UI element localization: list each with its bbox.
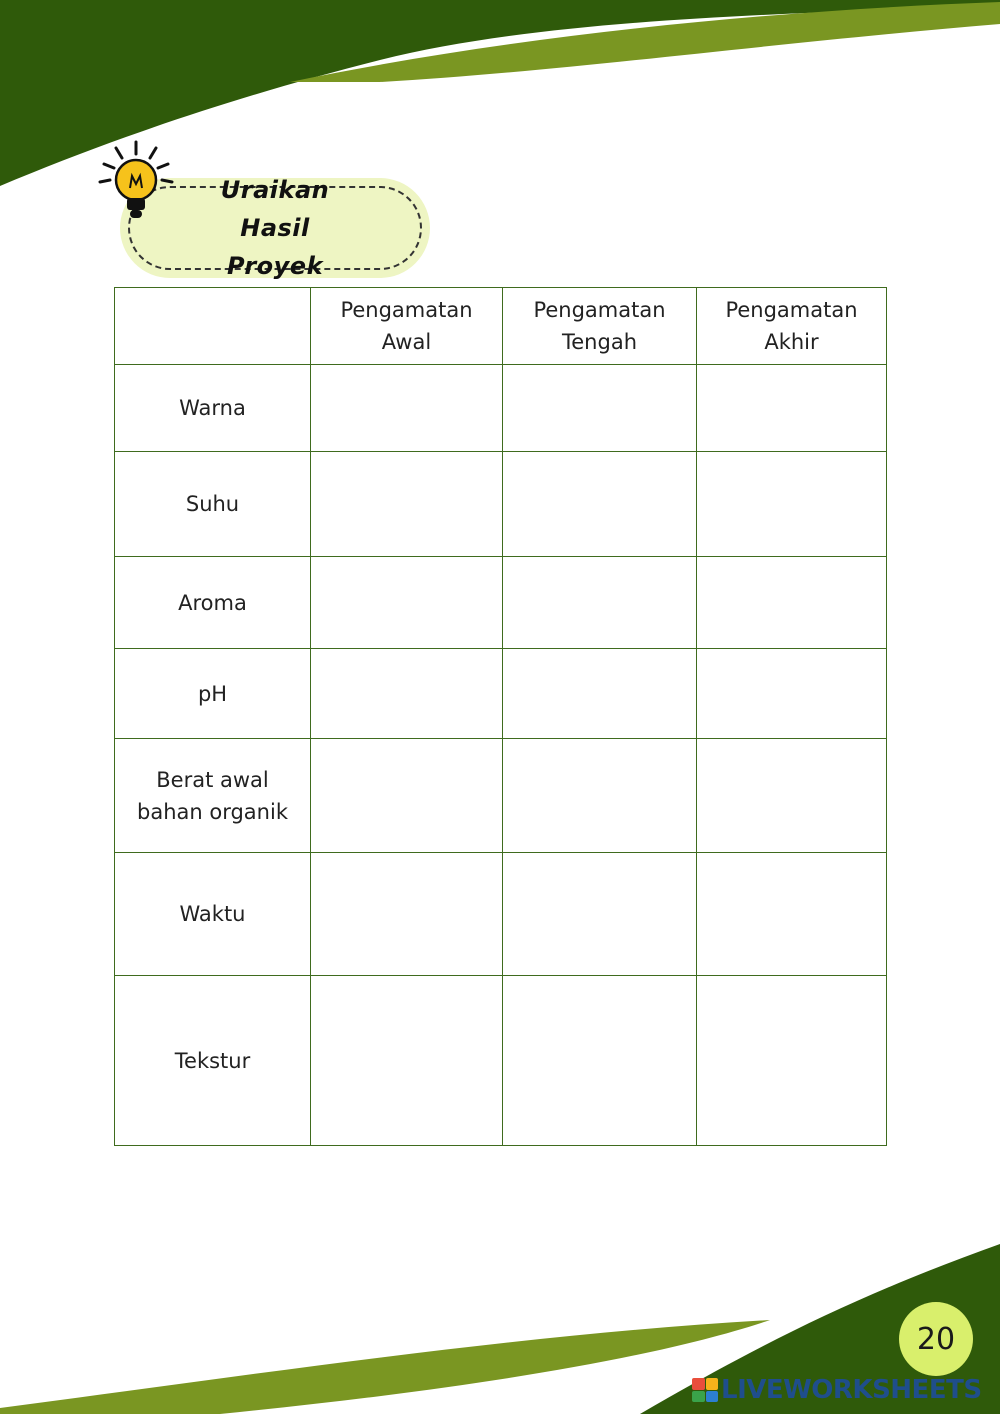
table-header-cell: Pengamatan Akhir: [697, 288, 887, 365]
watermark-text: LIVEWORKSHEETS: [721, 1375, 982, 1405]
table-row: [115, 649, 887, 739]
page-number-badge: [899, 1302, 973, 1376]
input-cell[interactable]: [311, 365, 503, 452]
lightbulb-icon: [96, 138, 176, 228]
input-cell[interactable]: [503, 853, 697, 976]
section-title-badge: [96, 138, 441, 283]
input-cell[interactable]: [697, 452, 887, 557]
input-cell[interactable]: [503, 557, 697, 649]
table-row: [115, 739, 887, 853]
section-title-line1: Uraikan Hasil: [220, 176, 330, 242]
input-cell[interactable]: [311, 853, 503, 976]
input-cell[interactable]: [311, 649, 503, 739]
row-label: Suhu: [115, 452, 311, 557]
input-cell[interactable]: [503, 739, 697, 853]
input-cell[interactable]: [697, 557, 887, 649]
table-header-cell: Pengamatan Awal: [311, 288, 503, 365]
input-cell[interactable]: [697, 853, 887, 976]
table-row: [115, 853, 887, 976]
input-cell[interactable]: [697, 649, 887, 739]
section-title: [185, 171, 365, 285]
input-cell[interactable]: [503, 452, 697, 557]
liveworksheets-logo-icon: [692, 1378, 718, 1402]
input-cell[interactable]: [697, 739, 887, 853]
table-row: [115, 557, 887, 649]
table-row: [115, 365, 887, 452]
page-number: 20: [916, 1321, 956, 1357]
liveworksheets-watermark[interactable]: [692, 1374, 982, 1406]
row-label: Waktu: [115, 853, 311, 976]
row-label: Tekstur: [115, 976, 311, 1146]
table-row: [115, 976, 887, 1146]
row-label: Warna: [115, 365, 311, 452]
input-cell[interactable]: [311, 976, 503, 1146]
table-header-row: [115, 288, 887, 365]
row-label: pH: [115, 649, 311, 739]
table-header-cell: Pengamatan Tengah: [503, 288, 697, 365]
input-cell[interactable]: [311, 452, 503, 557]
section-title-line2: Proyek: [226, 252, 324, 280]
table-header-corner: [115, 288, 311, 365]
input-cell[interactable]: [311, 739, 503, 853]
input-cell[interactable]: [503, 649, 697, 739]
row-label: Aroma: [115, 557, 311, 649]
input-cell[interactable]: [503, 976, 697, 1146]
input-cell[interactable]: [697, 365, 887, 452]
row-label: Berat awal bahan organik: [115, 739, 311, 853]
input-cell[interactable]: [311, 557, 503, 649]
table-row: [115, 452, 887, 557]
input-cell[interactable]: [503, 365, 697, 452]
observation-table: [114, 287, 887, 1146]
input-cell[interactable]: [697, 976, 887, 1146]
